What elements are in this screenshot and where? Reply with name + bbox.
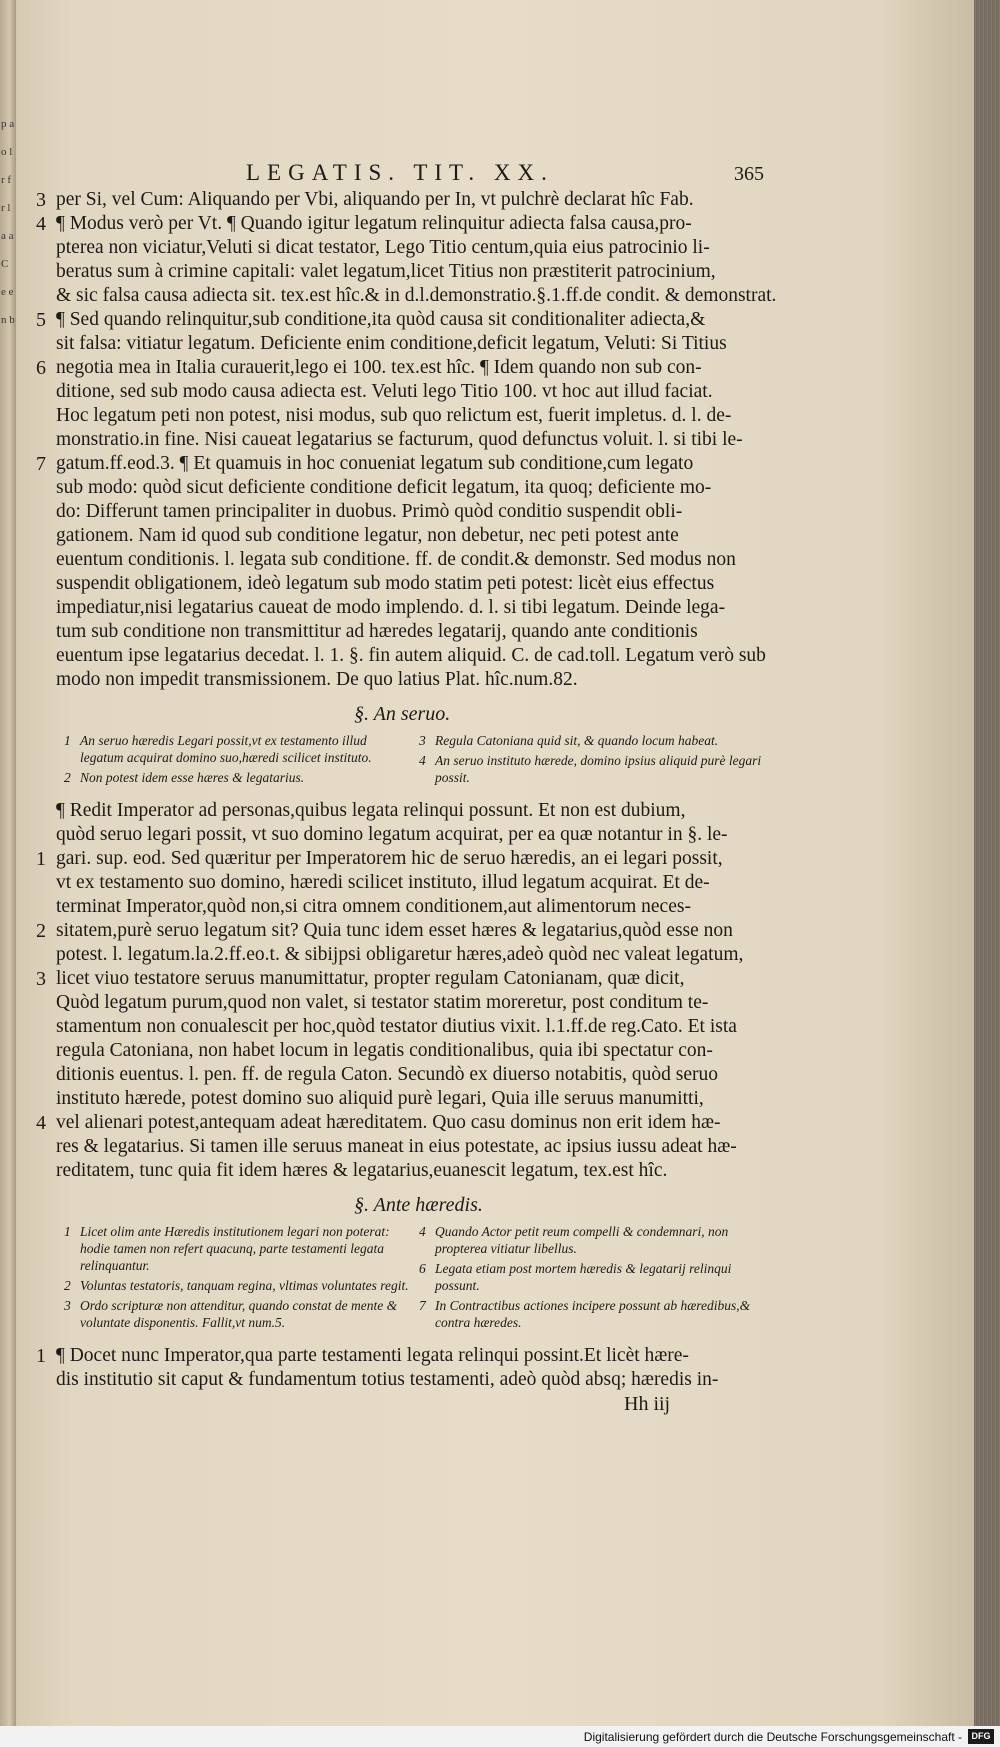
line-text: instituto hærede, potest domino suo aliquid purè legari, Quia ille seruus manumitti,: [56, 1088, 704, 1109]
line-text: euentum conditionis. l. legata sub conditione. ff. de condit.& demonstr. Sed modus non: [56, 549, 736, 570]
text-line: [34, 943, 762, 967]
line-text: ¶ Modus verò per Vt. ¶ Quando igitur legatum relinquitur adiecta falsa causa,pro-: [56, 213, 692, 234]
summary-text: Quando Actor petit reum compelli & condemnari, non propterea vitiatur libellus.: [435, 1224, 729, 1256]
line-text: & sic falsa causa adiecta sit. tex.est hîc.& in d.l.demonstratio.§.1.ff.de condit. & demonstrat.: [56, 285, 777, 306]
line-text: res & legatarius. Si tamen ille seruus maneat in eius potestate, ac ipsius iussu adeat hæ-: [56, 1136, 737, 1157]
summary-column-left: [64, 1223, 419, 1334]
marginal-number: 4: [36, 1112, 46, 1134]
summary-item: [419, 1297, 764, 1331]
book-page: [16, 0, 974, 1747]
marginal-number: 3: [36, 189, 46, 211]
line-text: sitatem,purè seruo legatum sit? Quia tunc idem esset hæres & legatarius,quòd esse non: [56, 920, 733, 941]
line-text: ¶ Sed quando relinquitur,sub conditione,ita quòd causa sit conditionaliter adiecta,&: [56, 309, 706, 330]
text-line: [34, 500, 762, 524]
line-text: do: Differunt tamen principaliter in duobus. Primò quòd conditio suspendit obli-: [56, 501, 683, 522]
text-line: [34, 919, 762, 943]
summary-column-right: [419, 732, 774, 789]
summary-text: Regula Catoniana quid sit, & quando locum habeat.: [435, 733, 719, 748]
text-line: [34, 1344, 762, 1368]
summary-number: 2: [64, 770, 71, 785]
footer-credit: Digitalisierung gefördert durch die Deutsche Forschungsgemeinschaft -: [583, 1729, 962, 1744]
summary-item: [419, 732, 764, 749]
text-line: [34, 260, 762, 284]
line-text: stamentum non conualescit per hoc,quòd testator diutius vixit. l.1.ff.de reg.Cato. Et ista: [56, 1016, 737, 1037]
text-line: [34, 823, 762, 847]
summary-text: Non potest idem esse hæres & legatarius.: [80, 770, 305, 785]
line-text: impediatur,nisi legatarius caueat de modo implendo. d. l. si tibi legatum. Deinde lega-: [56, 597, 726, 618]
text-line: [34, 284, 777, 308]
line-text: vel alienari potest,antequam adeat hæreditatem. Quo casu dominus non erit idem hæ-: [56, 1112, 721, 1133]
line-text: suspendit obligationem, ideò legatum sub modo statim peti potest: licèt eius effectus: [56, 573, 715, 594]
text-line: [34, 596, 762, 620]
text-line: [34, 308, 762, 332]
summary-number: 2: [64, 1278, 71, 1293]
line-text: gatum.ff.eod.3. ¶ Et quamuis in hoc conueniat legatum sub conditione,cum legato: [56, 453, 694, 474]
page-body: [34, 150, 777, 1416]
text-line: [34, 991, 762, 1015]
summary-column-left: [64, 732, 419, 789]
line-text: vt ex testamento suo domino, hæredi scilicet instituto, illud legatum acquirat. Et de-: [56, 872, 710, 893]
line-text: dis institutio sit caput & fundamentum totius testamenti, adeò quòd absq; hæredis in-: [56, 1369, 719, 1390]
text-line: [34, 188, 762, 212]
summary-number: 4: [419, 1224, 426, 1239]
summary-text: Ordo scripturæ non attenditur, quando constat de mente & voluntate disponentis. Fallit,vt num.5.: [80, 1298, 398, 1330]
summary-number: 3: [64, 1298, 71, 1313]
marginal-number: 1: [36, 848, 46, 870]
running-title: LEGATIS. TIT. XX.: [246, 160, 554, 185]
text-line: [34, 1159, 762, 1183]
folio-number: 365: [734, 163, 764, 185]
summary-item: [64, 1297, 409, 1331]
line-text: regula Catoniana, non habet locum in legatis conditionalibus, quia ibi spectatur con-: [56, 1040, 713, 1061]
line-text: tum sub conditione non transmittitur ad hæredes legatarij, quando ante conditionis: [56, 621, 698, 642]
text-line: [34, 967, 762, 991]
line-text: ¶ Docet nunc Imperator,qua parte testamenti legata relinqui possint.Et licèt hære-: [56, 1345, 689, 1366]
line-text: Quòd legatum purum,quod non valet, si testator statim moreretur, post conditum te-: [56, 992, 709, 1013]
line-text: monstratio.in fine. Nisi caueat legatarius se facturum, quod defunctus voluit. l. si tibi le-: [56, 429, 743, 450]
signature-mark: Hh iij: [624, 1393, 671, 1415]
line-text: Hoc legatum peti non potest, nisi modus, sub quo relictum est, fuerit impletus. d. l. de-: [56, 405, 732, 426]
section-heading-ante-haeredis: §. Ante hæredis.: [354, 1194, 483, 1216]
line-text: per Si, vel Cum: Aliquando per Vbi, aliquando per In, vt pulchrè declarat hîc Fab.: [56, 189, 694, 210]
text-line: [34, 1015, 762, 1039]
text-line: [34, 404, 762, 428]
summary-text: In Contractibus actiones incipere possunt ab hæredibus,& contra hæredes.: [435, 1298, 751, 1330]
text-line: [34, 799, 762, 823]
summary-column-right: [419, 1223, 774, 1334]
text-block-3: [34, 1344, 762, 1392]
marginal-number: 1: [36, 1345, 46, 1367]
summary-number: 6: [419, 1261, 426, 1276]
summary-item: [419, 1260, 764, 1294]
text-line: [34, 668, 762, 692]
marginal-number: 5: [36, 309, 46, 331]
summary-text: An seruo hæredis Legari possit,vt ex testamento illud legatum acquirat domino suo,hæredi scilicet instituto.: [80, 733, 372, 765]
line-text: beratus sum à crimine capitali: valet legatum,licet Titius non præstiterit patrocinium,: [56, 261, 716, 282]
summary-number: 1: [64, 733, 71, 748]
summary-text: Voluntas testatoris, tanquam regina, vltimas voluntates regit.: [80, 1278, 409, 1293]
text-line: [34, 1039, 762, 1063]
summary-text: Legata etiam post mortem hæredis & legatarij relinqui possunt.: [435, 1261, 732, 1293]
line-text: euentum ipse legatarius decedat. l. 1. §. fin autem aliquid. C. de cad.toll. Legatum verò sub: [56, 645, 766, 666]
text-line: [34, 871, 762, 895]
summary-text: Licet olim ante Hæredis institutionem legari non poterat: hodie tamen non refert quacunq, parte testamenti legata relinquantur.: [80, 1224, 390, 1273]
line-text: ¶ Redit Imperator ad personas,quibus legata relinqui possunt. Et non est dubium,: [56, 800, 686, 821]
summary-text: An seruo instituto hærede, domino ipsius aliquid purè legari possit.: [435, 753, 762, 785]
summary-number: 3: [419, 733, 426, 748]
marginal-number: 6: [36, 357, 46, 379]
text-block-2: [34, 799, 762, 1183]
text-line: [34, 332, 762, 356]
text-line: [34, 895, 762, 919]
line-text: ditione, sed sub modo causa adiecta est. Veluti lego Titio 100. vt hoc aut illud faciat.: [56, 381, 713, 402]
text-line: [34, 548, 762, 572]
summary-item: [64, 1223, 409, 1274]
text-line: [34, 212, 762, 236]
marginal-number: 7: [36, 453, 46, 475]
text-line: [34, 1087, 762, 1111]
line-text: modo non impedit transmissionem. De quo latius Plat. hîc.num.82.: [56, 669, 578, 690]
summary-number: 1: [64, 1224, 71, 1239]
summary-an-seruo: [64, 732, 774, 789]
line-text: gationem. Nam id quod sub conditione legatur, non debetur, nec peti potest ante: [56, 525, 679, 546]
line-text: pterea non viciatur,Veluti si dicat testator, Lego Titio centum,quia eius patrocinio li-: [56, 237, 710, 258]
line-text: sit falsa: vitiatur legatum. Deficiente enim conditione,deficit legatum, Veluti: Si Titius: [56, 333, 727, 354]
line-text: terminat Imperator,quòd non,si citra omnem conditionem,aut alimentorum neces-: [56, 896, 691, 917]
text-line: [34, 428, 762, 452]
summary-item: [64, 769, 409, 786]
marginal-number: 2: [36, 920, 46, 942]
line-text: ditionis euentus. l. pen. ff. de regula Caton. Secundò ex diuerso notabitis, quòd seruo: [56, 1064, 718, 1085]
text-line: [34, 1368, 762, 1392]
summary-item: [419, 1223, 764, 1257]
text-line: [34, 356, 762, 380]
text-line: [34, 572, 762, 596]
text-line: [34, 620, 762, 644]
section-heading-an-seruo: §. An seruo.: [354, 703, 451, 725]
text-line: [34, 1111, 762, 1135]
text-line: [34, 644, 766, 668]
summary-ante-haeredis: [64, 1223, 774, 1334]
text-line: [34, 1135, 762, 1159]
facing-margin-letters: p a o l r f r l a a C e e n b: [1, 118, 15, 326]
dfg-logo: DFG: [968, 1729, 994, 1744]
text-line: [34, 847, 762, 871]
line-text: negotia mea in Italia curauerit,lego ei 100. tex.est hîc. ¶ Idem quando non sub con-: [56, 357, 702, 378]
footer-bar: [0, 1726, 1000, 1747]
line-text: gari. sup. eod. Sed quæritur per Imperatorem hic de seruo hæredis, an ei legari possit,: [56, 848, 723, 869]
line-text: quòd seruo legari possit, vt suo domino legatum acquirat, per ea quæ notantur in §. le-: [56, 824, 728, 845]
marginal-number: 4: [36, 213, 46, 235]
text-line: [34, 380, 762, 404]
facing-page-edge: [0, 0, 16, 1747]
text-line: [34, 524, 762, 548]
text-line: [34, 476, 762, 500]
text-line: [34, 1063, 762, 1087]
page-edges: [974, 0, 1000, 1747]
line-text: reditatem, tunc quia fit idem hæres & legatarius,euanescit legatum, tex.est hîc.: [56, 1160, 668, 1181]
text-line: [34, 452, 762, 476]
line-text: licet viuo testatore seruus manumittatur, propter regulam Catonianam, quæ dicit,: [56, 968, 685, 989]
summary-item: [64, 1277, 409, 1294]
summary-number: 7: [419, 1298, 426, 1313]
text-block-1: [34, 188, 777, 692]
line-text: potest. l. legatum.la.2.ff.eo.t. & sibijpsi obligaretur hæres,adeò quòd nec valeat legatum,: [56, 944, 744, 965]
summary-number: 4: [419, 753, 426, 768]
line-text: sub modo: quòd sicut deficiente conditione deficit legatum, ita quoq; deficiente mo-: [56, 477, 712, 498]
summary-item: [64, 732, 409, 766]
marginal-number: 3: [36, 968, 46, 990]
text-line: [34, 236, 762, 260]
summary-item: [419, 752, 764, 786]
